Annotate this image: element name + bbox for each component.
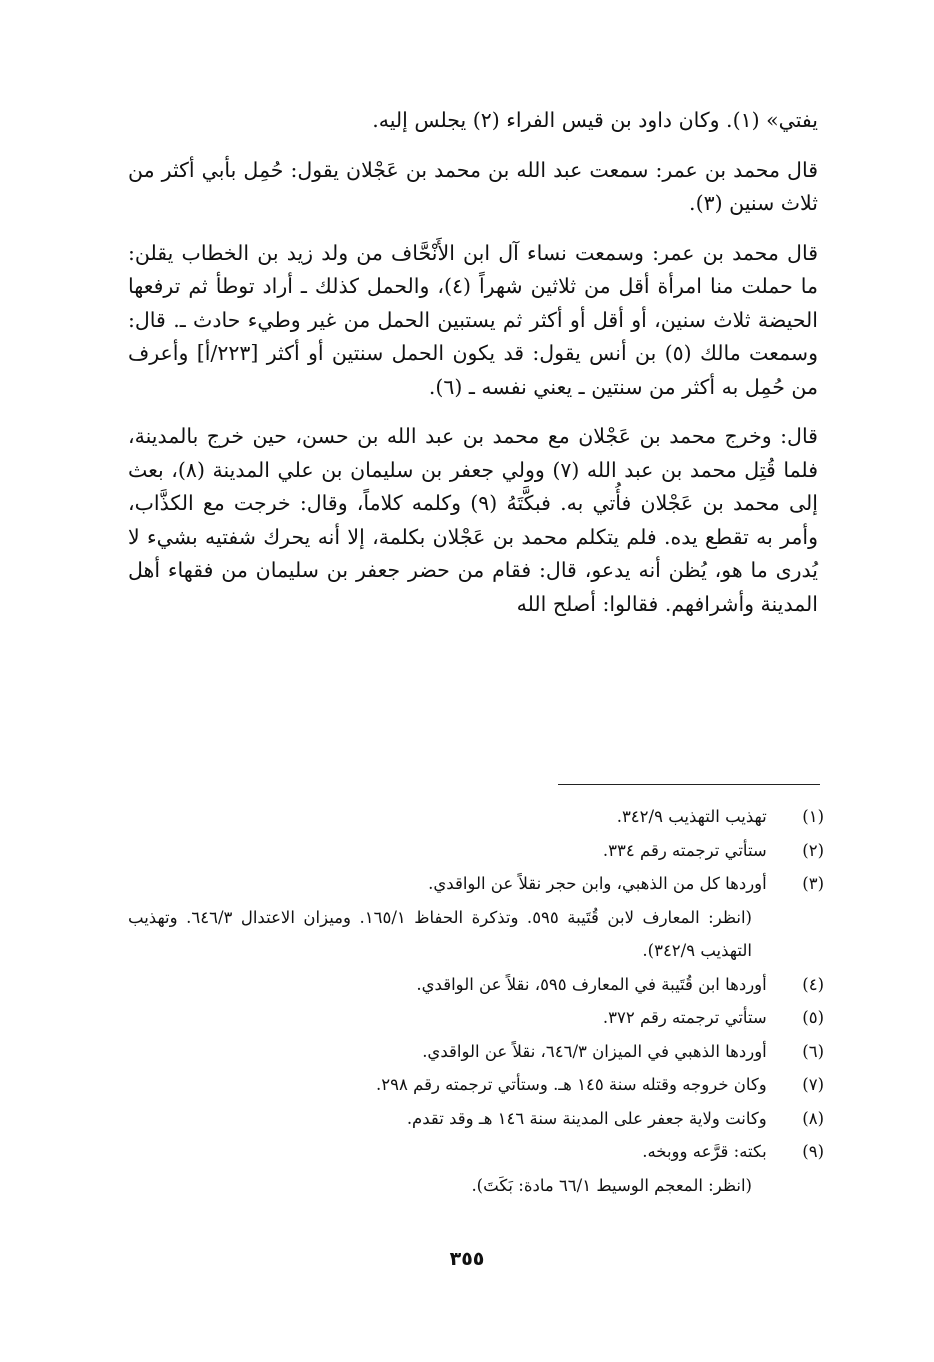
footnote <box>128 1068 824 1102</box>
paragraph: قال: وخرج محمد بن عَجْلان مع محمد بن عبد الله بن حسن، حين خرج بالمدينة، فلما قُتِل محمد بن عبد الله (٧) وولي جعفر بن سليمان بن علي المدينة (٨)، بعث إلى محمد بن عَجْلان فأُتي به. فبكَّتَهُ (٩) وكلمه كلاماً، وقال: خرجت مع الكذَّاب، وأمر به تقطع يده. فلم يتكلم محمد بن عَجْلان بكلمة، إلا أنه يحرك شفتيه بشيء لا يُدرى ما هو، يُظن أنه يدعو، قال: فقام من حضر جعفر بن سليمان من فقهاء أهل المدينة وأشرافهم. فقالوا: أصلح الله <box>128 424 819 616</box>
footnote <box>128 968 824 1002</box>
footnotes <box>128 800 824 1202</box>
footnote <box>128 800 824 834</box>
footnote-number: (٢) <box>802 840 824 860</box>
footnote-text: بكته: قرَّعه ووبخه. <box>642 1142 767 1161</box>
footnote <box>128 1001 824 1035</box>
footnote-text: وكان خروجه وقتله سنة ١٤٥ هـ. وستأتي ترجمته رقم ٢٩٨. <box>376 1075 767 1094</box>
paragraph: قال محمد بن عمر: وسمعت نساء آل ابن الأَنْحَّاف من ولد زيد بن الخطاب يقلن: ما حملت منا امرأة أقل من ثلاثين شهراً (٤)، والحمل كذلك ـ أراد توطأ ثم ترفعها الحيضة ثلاث سنين، أو أقل أو أكثر ثم يستبين الحمل من غير وطيء حادث ـ. قال: وسمعت مالك (٥) بن أنس يقول: قد يكون الحمل سنتين أو أكثر [٢٢٣/أ] وأعرف من حُمِل به أكثر من سنتين ـ يعني نفسه ـ (٦). <box>128 240 818 399</box>
footnote-number: (٦) <box>802 1041 824 1061</box>
footnote-number: (٥) <box>802 1008 824 1027</box>
footnote-continuation: (انظر: المعجم الوسيط ٦٦/١ مادة: بَكَتَ). <box>471 1175 752 1195</box>
footnote-text: أوردها ابن قُتَيبة في المعارف ٥٩٥، نقلاً عن الواقدي. <box>416 974 767 994</box>
footnote-text: وكانت ولاية جعفر على المدينة سنة ١٤٦ هـ وقد تقدم. <box>406 1108 767 1128</box>
footnote-number: (١) <box>802 807 824 826</box>
footnote-text: ستأتي ترجمته رقم ٣٧٢. <box>602 1008 767 1027</box>
footnote-separator <box>558 784 820 785</box>
footnote-number: (٨) <box>802 1108 824 1128</box>
footnote-text: تهذيب التهذيب ٣٤٢/٩. <box>616 807 767 826</box>
footnote <box>128 834 824 868</box>
footnote <box>128 1135 824 1169</box>
paragraph: قال محمد بن عمر: سمعت عبد الله بن محمد بن عَجْلان يقول: حُمِل بأبي أكثر من ثلاث سنين (٣). <box>128 157 818 215</box>
footnote <box>128 1035 824 1069</box>
footnote <box>128 867 824 901</box>
main-text <box>128 104 818 621</box>
footnote-number: (٧) <box>802 1075 824 1094</box>
footnote-number: (٤) <box>802 974 824 994</box>
footnote-number: (٩) <box>802 1142 824 1161</box>
footnote-text: أوردها كل من الذهبي، وابن حجر نقلاً عن الواقدي. <box>428 874 767 893</box>
footnote-continuation: (انظر: المعارف لابن قُتَيبة ٥٩٥. وتذكرة الحفاظ ١٦٥/١. وميزان الاعتدال ٦٤٦/٣. وتهذيب التهذيب ٣٤٢/٩). <box>128 907 752 960</box>
footnote-text: أوردها الذهبي في الميزان ٦٤٦/٣، نقلاً عن الواقدي. <box>422 1041 767 1061</box>
footnote-number: (٣) <box>802 874 824 893</box>
footnote-text: ستأتي ترجمته رقم ٣٣٤. <box>602 840 767 860</box>
footnote <box>128 1102 824 1136</box>
page-number: ٣٥٥ <box>449 1248 485 1270</box>
paragraph: يفتي» (١). وكان داود بن قيس الفراء (٢) يجلس إليه. <box>372 108 818 132</box>
